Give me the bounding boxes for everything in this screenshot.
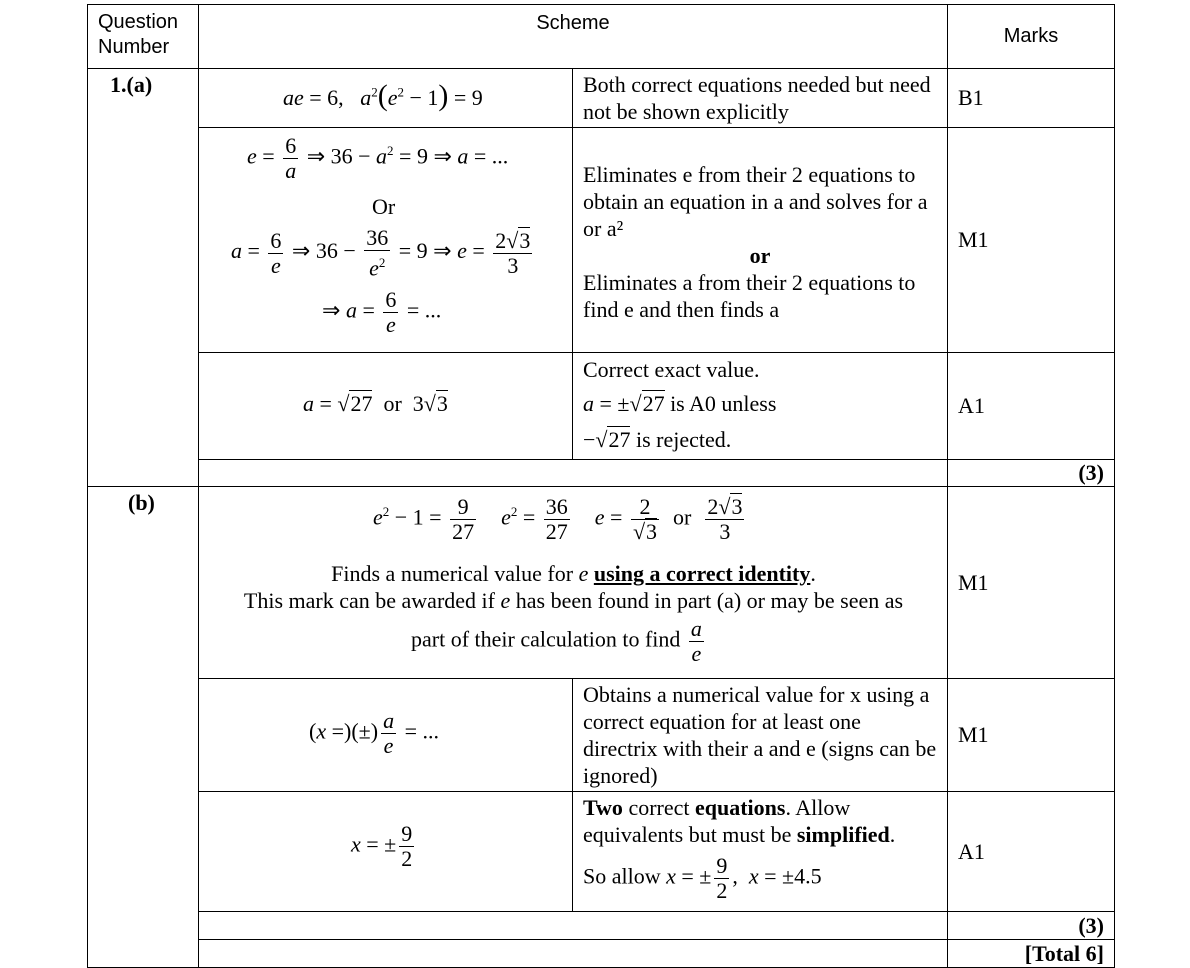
scheme-b1-line1: Finds a numerical value for e using a correct identity. [331, 561, 816, 586]
scheme-b2-math: (x =)(±) $\frac{a}{e}$ = ... [199, 679, 573, 792]
scheme-header: Scheme [199, 5, 948, 69]
mark-b2: M1 [948, 679, 1115, 792]
note-b2: Obtains a numerical value for x using a correct equation for at least one directrix with their a and e (signs can be ignored) [573, 679, 948, 792]
note-a3: Correct exact value. a = ±√27 is A0 unless −√27 is rejected. [573, 353, 948, 460]
mark-b1: M1 [948, 487, 1115, 679]
question-number-header [88, 5, 199, 69]
scheme-a1-math: ae = 6, $a^2(e^2 - 1) = 9$ [199, 69, 573, 128]
subtotal-a: (3) [948, 460, 1115, 487]
scheme-b1-line2: This mark can be awarded if e has been found in part (a) or may be seen as [243, 588, 904, 613]
note-a3-line1: Correct exact value. [583, 357, 760, 382]
subtotal-a-spacer [199, 460, 948, 487]
question-label-1a: 1.(a) [88, 69, 199, 487]
note-a3-line2: is A0 unless [670, 391, 777, 416]
scheme-b3-math: x = ± $\frac{9}{2}$ [199, 792, 573, 912]
or-text: Or [372, 194, 396, 219]
scheme-b1: $e^2 - 1$ = $\frac{9}{27}$ $e^2$ = $\frac{36}{27}$ e = $\frac{2}{√3}$ or $\frac{2√3}{3}$ Finds a numerical value for e using a correct identity. This mark can be awarded if e has been found in part (a) or may be seen as part of their calculation to find $\frac{a}{e}$ [199, 487, 948, 679]
note-a2-line2: Eliminates a from their 2 equations to find e and then finds a [583, 270, 916, 322]
scheme-a2-math: e = $\frac{6}{a}$ ⇒ $36 - a^2 = 9$ ⇒ a = ... Or a = $\frac{6}{e}$ ⇒ 36 − $\frac{36}{e^2}$ = 9 ⇒ e = $\frac{2√3}{3}$ ⇒ a = $\frac{6}{e}$ = ... [199, 128, 573, 353]
note-a3-line3: is rejected. [635, 427, 732, 452]
scheme-b1-line3: part of their calculation to find $\frac{a}{e}$ [411, 616, 702, 666]
total-spacer [199, 940, 948, 968]
note-a2-line1: Eliminates e from their 2 equations to obtain an equation in a and solves for a or a² [583, 162, 928, 241]
question-number-header-text: Question Number [98, 11, 179, 58]
note-a2 [573, 128, 948, 353]
subtotal-b-spacer [199, 912, 948, 940]
mark-scheme-table [87, 4, 1115, 968]
note-a1: Both correct equations needed but need not be shown explicitly [573, 69, 948, 128]
mark-a3: A1 [948, 353, 1115, 460]
marks-header: Marks [948, 5, 1115, 69]
note-a2-or: or [749, 243, 771, 268]
mark-b3: A1 [948, 792, 1115, 912]
mark-a1: B1 [948, 69, 1115, 128]
scheme-a3-math: a = √27 or 3√3 [199, 353, 573, 460]
note-b3: Two correct equations. Allow equivalents but must be simplified. So allow x = ± $\frac{9}{2}$ , x = ±4.5 [573, 792, 948, 912]
mark-a2: M1 [948, 128, 1115, 353]
question-label-1b: (b) [88, 487, 199, 968]
subtotal-b: (3) [948, 912, 1115, 940]
total-marks: [Total 6] [948, 940, 1115, 968]
